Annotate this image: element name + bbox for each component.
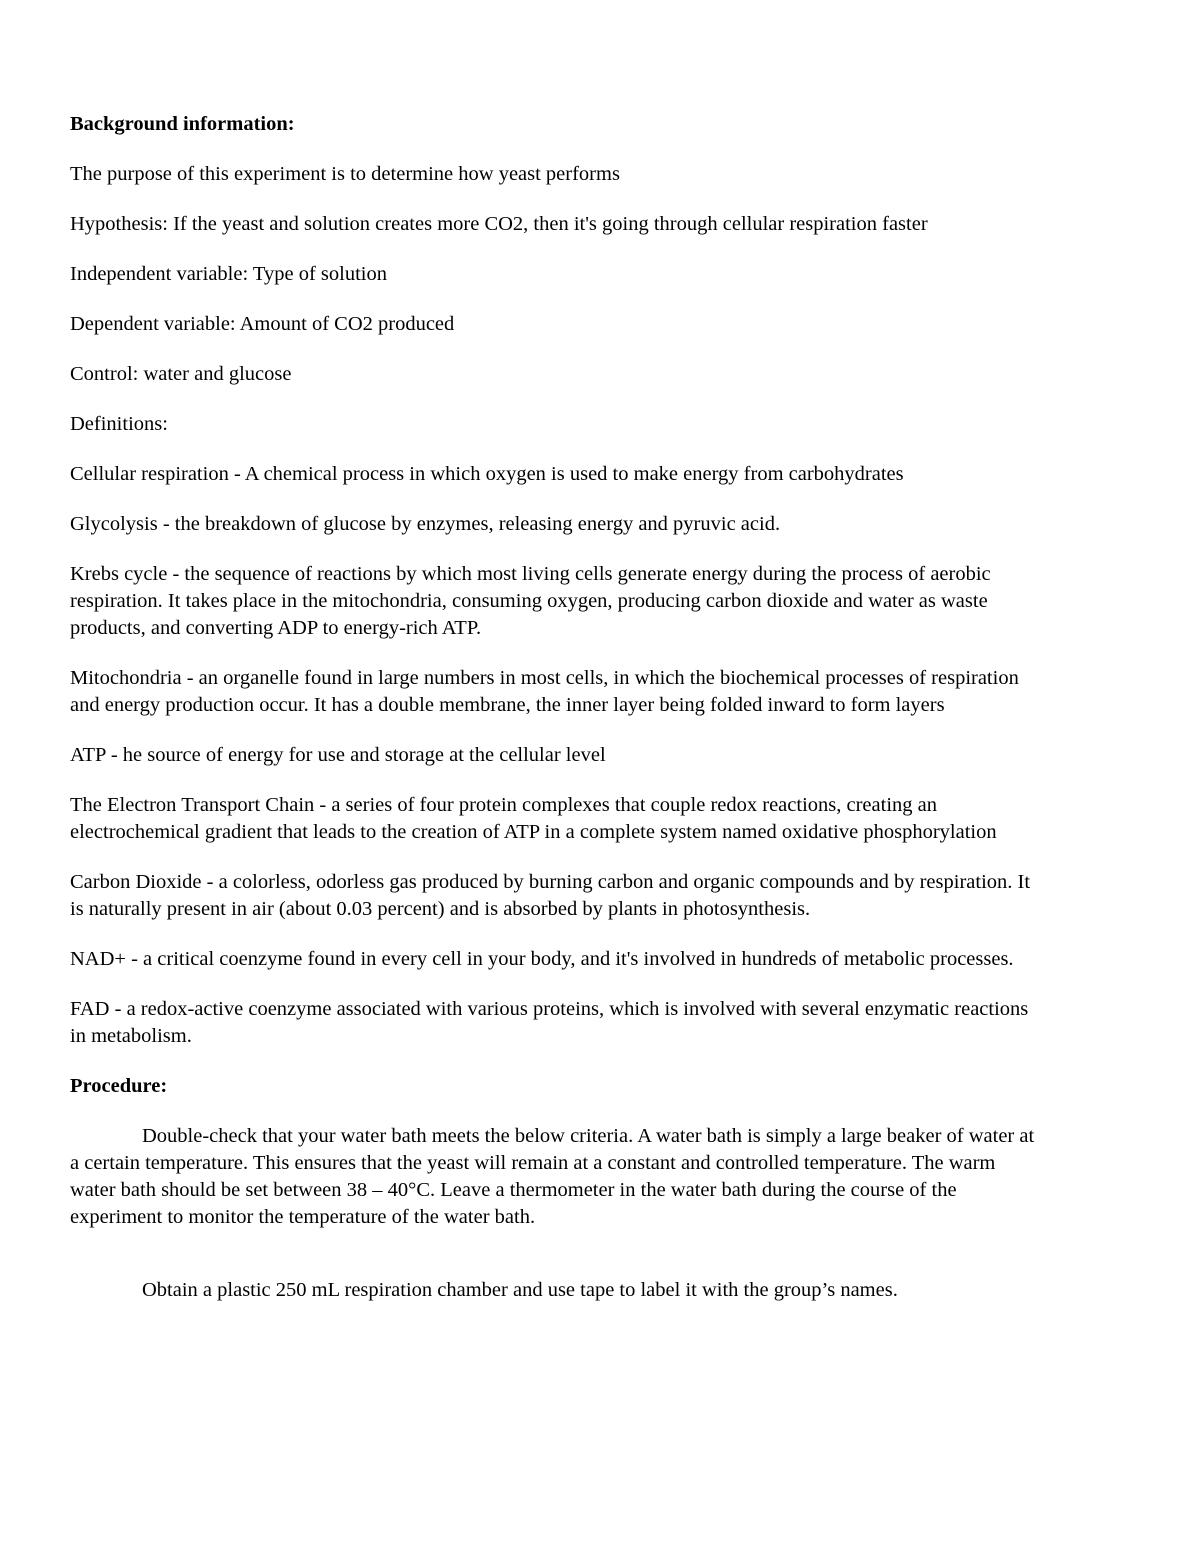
purpose-text: The purpose of this experiment is to determine how yeast performs	[70, 163, 620, 185]
definition-carbon-dioxide: Carbon Dioxide - a colorless, odorless gas produced by burning carbon and organic compounds and by respiration. It is naturally present in air (about 0.03 percent) and is absorbed by plants in photosynthesis.	[70, 871, 1031, 920]
background-heading: Background information:	[70, 113, 295, 135]
definition-nad: NAD+ - a critical coenzyme found in every cell in your body, and it's involved in hundreds of metabolic processes.	[70, 948, 1014, 970]
independent-variable-text: Independent variable: Type of solution	[70, 263, 387, 285]
dependent-variable-text: Dependent variable: Amount of CO2 produced	[70, 313, 455, 335]
definitions-label: Definitions:	[70, 413, 168, 435]
definition-krebs-cycle: Krebs cycle - the sequence of reactions by which most living cells generate energy during the process of aerobic respiration. It takes place in the mitochondria, consuming oxygen, producing carbon dioxide and water as waste products, and converting ADP to energy-rich ATP.	[70, 563, 991, 639]
document-page	[70, 111, 1035, 1327]
definition-cellular-respiration: Cellular respiration - A chemical process in which oxygen is used to make energy from carbohydrates	[70, 463, 904, 485]
definition-electron-transport-chain: The Electron Transport Chain - a series of four protein complexes that couple redox reactions, creating an electrochemical gradient that leads to the creation of ATP in a complete system named oxidative phosphorylation	[70, 794, 997, 843]
definition-fad: FAD - a redox-active coenzyme associated with various proteins, which is involved with several enzymatic reactions in metabolism.	[70, 998, 1029, 1047]
definition-atp: ATP - he source of energy for use and storage at the cellular level	[70, 744, 606, 766]
hypothesis-text: Hypothesis: If the yeast and solution creates more CO2, then it's going through cellular respiration faster	[70, 213, 928, 235]
procedure-step-1: Double-check that your water bath meets the below criteria. A water bath is simply a large beaker of water at a certain temperature. This ensures that the yeast will remain at a constant and controlled temperature. The warm water bath should be set between 38 – 40°C. Leave a thermometer in the water bath during the course of the experiment to monitor the temperature of the water bath.	[70, 1125, 1035, 1228]
definition-glycolysis: Glycolysis - the breakdown of glucose by enzymes, releasing energy and pyruvic acid.	[70, 513, 781, 535]
procedure-step-2: Obtain a plastic 250 mL respiration chamber and use tape to label it with the group’s names.	[142, 1279, 898, 1301]
control-text: Control: water and glucose	[70, 363, 292, 385]
procedure-heading: Procedure:	[70, 1075, 168, 1097]
definition-mitochondria: Mitochondria - an organelle found in large numbers in most cells, in which the biochemical processes of respiration and energy production occur. It has a double membrane, the inner layer being folded inward to form layers	[70, 667, 1019, 716]
